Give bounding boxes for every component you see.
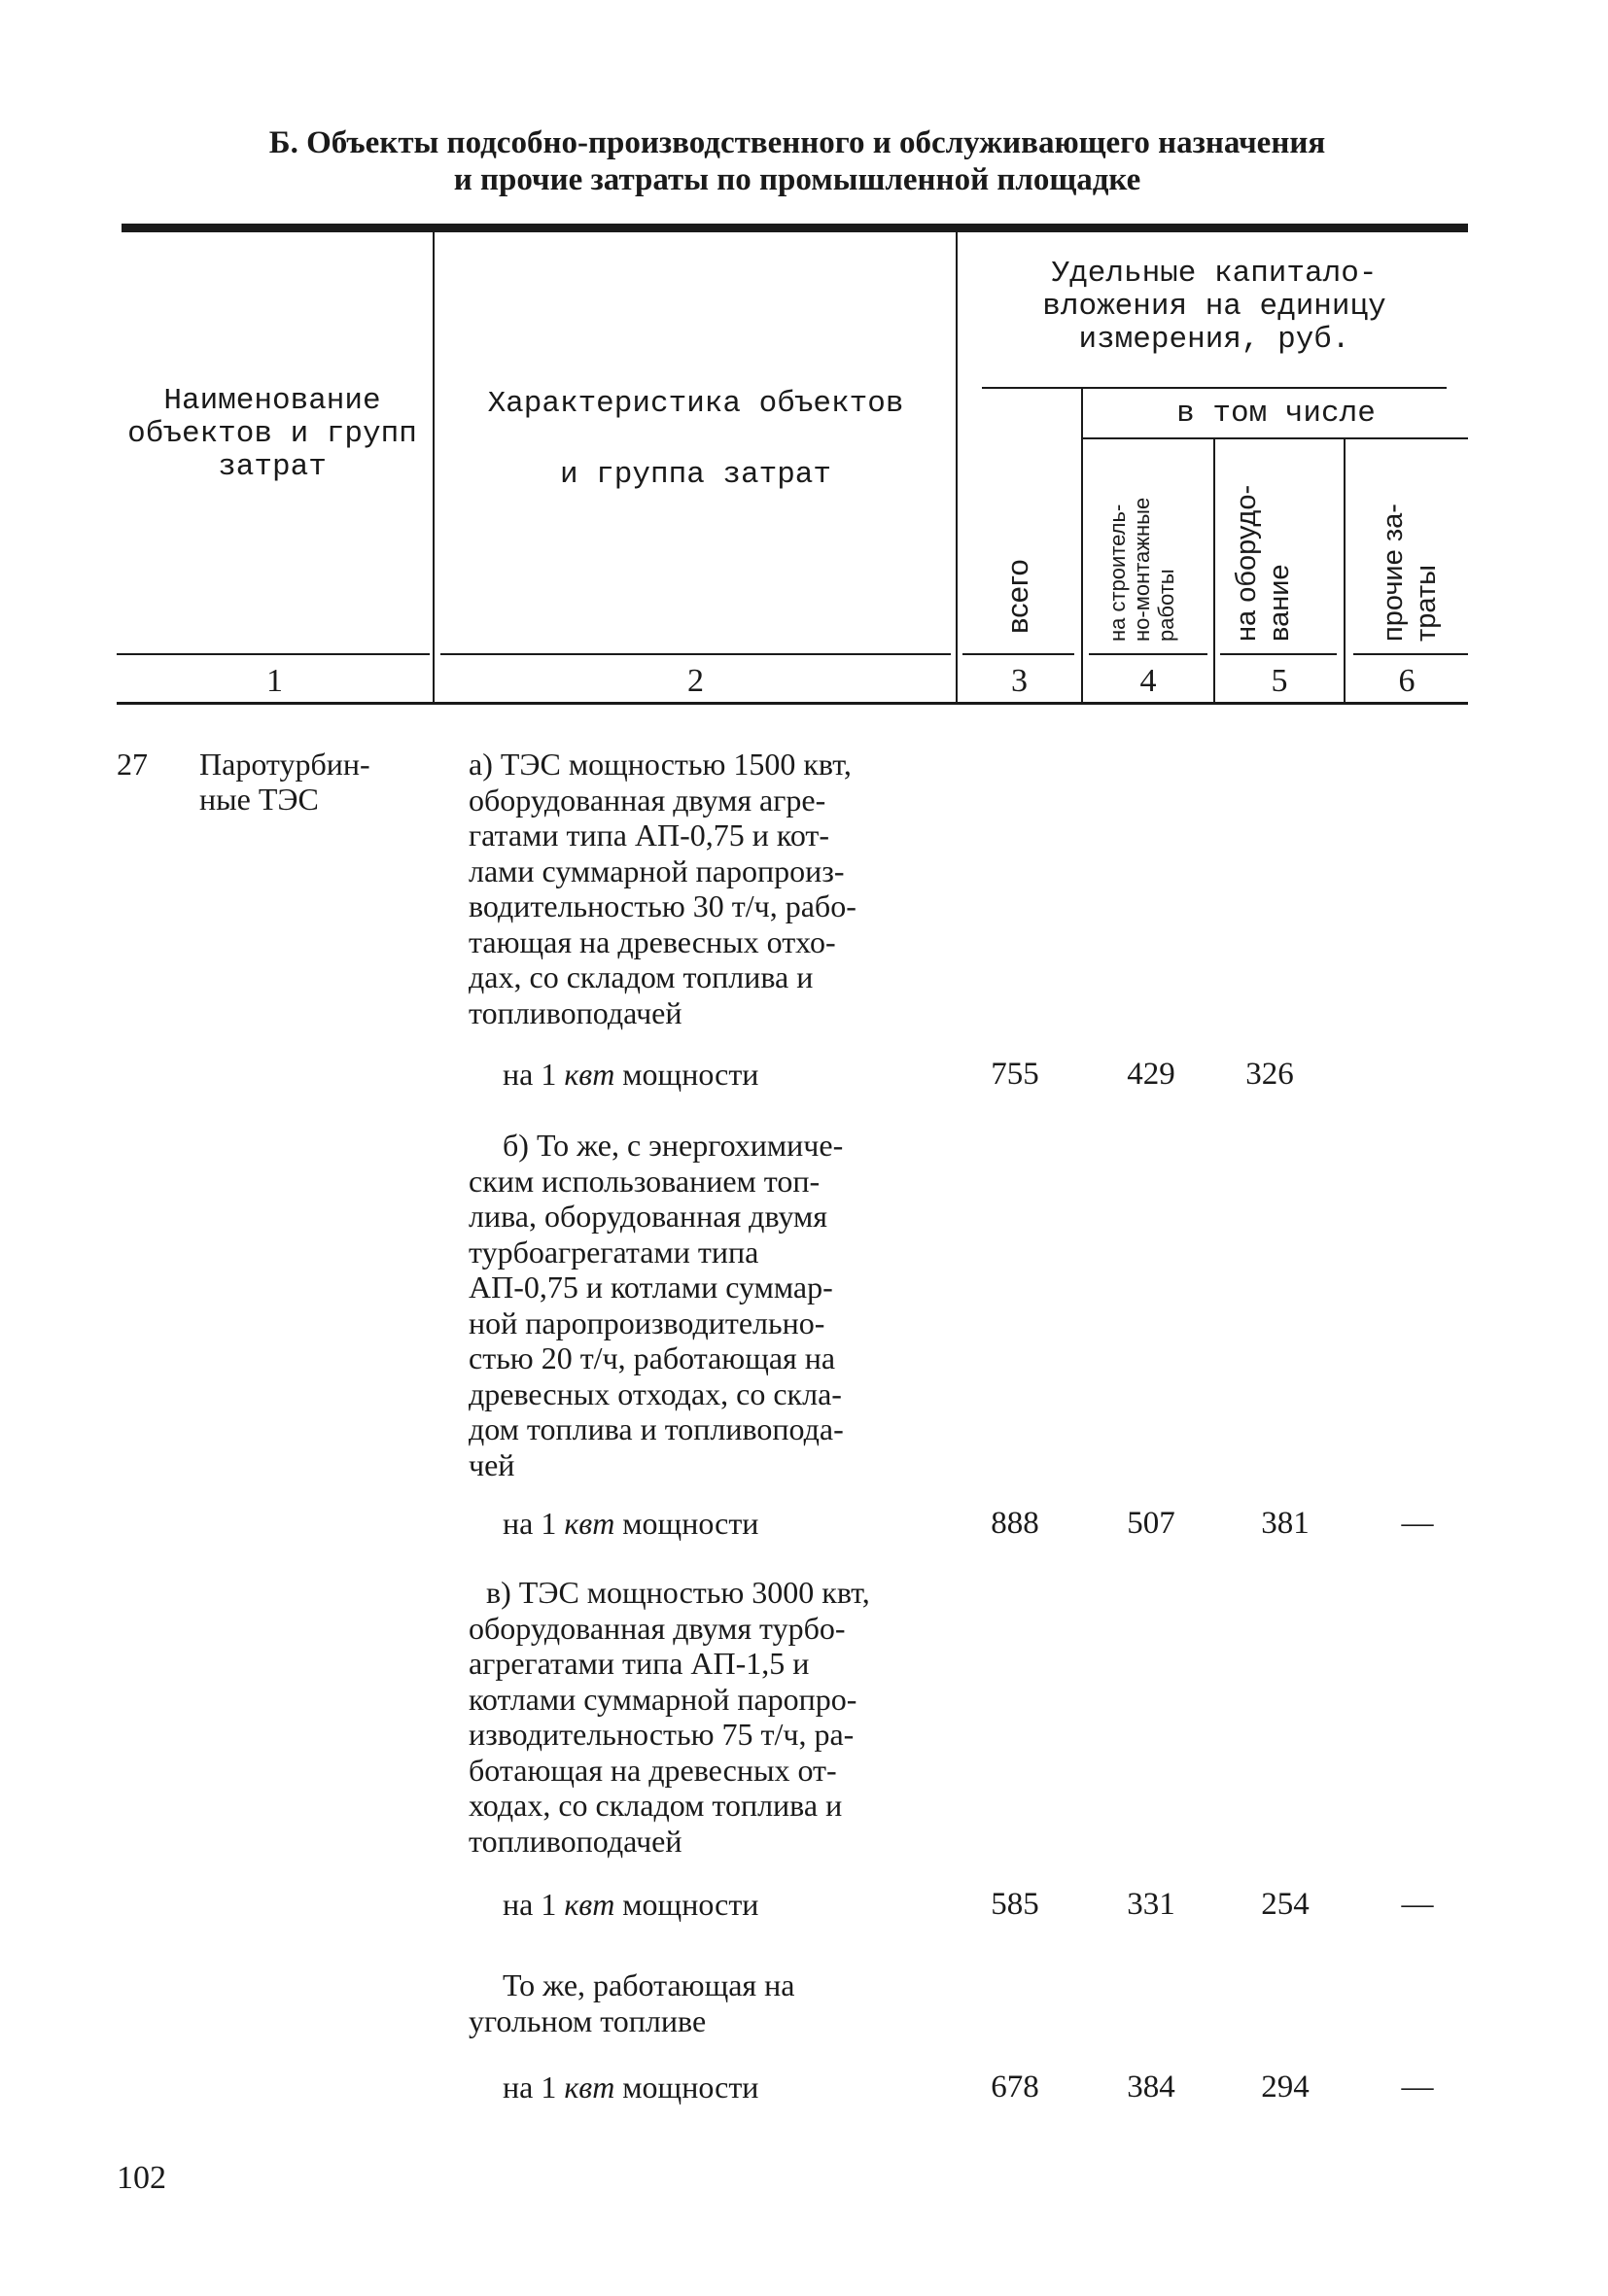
col-header-group-line2: вложения на единицу (1042, 290, 1386, 324)
row-b-desc-line: б) То же, с энергохимиче- (503, 1128, 844, 1163)
header-bottom-rule-2 (440, 653, 951, 655)
row-d-equipment: 294 (1261, 2070, 1310, 2105)
col-header-equipment-line2: вание (1264, 564, 1295, 642)
row-a-equipment: 326 (1245, 1057, 1294, 1092)
unit-prefix: на 1 (503, 2070, 557, 2105)
col-header-name-line3: затрат (218, 450, 327, 484)
section-title-line1: Б. Объекты подсобно-производственного и обслуживающего назначения (268, 125, 1326, 160)
row-c-total: 585 (991, 1887, 1039, 1922)
col-header-name-line2: объектов и групп (127, 417, 417, 451)
table-top-rule (122, 224, 1468, 232)
unit-kw: квт (564, 1506, 615, 1541)
row-a-description (469, 747, 950, 1030)
row-a-desc-line: дах, со складом топлива и (469, 959, 814, 994)
row-c-desc-line: в) ТЭС мощностью 3000 квт, (486, 1575, 870, 1610)
col-header-characteristics-line2: и группа затрат (559, 458, 832, 492)
row-b-desc-line: стью 20 т/ч, работающая на (469, 1340, 836, 1375)
col-header-group-line3: измерения, руб. (1078, 323, 1350, 357)
row-c-equipment: 254 (1261, 1887, 1310, 1922)
col-header-other-line2: траты (1411, 564, 1442, 642)
col-divider-2 (956, 232, 958, 704)
row-d-unit (503, 2069, 758, 2105)
row-b-desc-line: чей (469, 1446, 515, 1482)
row-a-desc-line: тающая на древесных отхо- (469, 923, 836, 959)
row-a-desc-line: водительностью 30 т/ч, рабо- (469, 888, 856, 923)
col-header-equipment-line1: на оборудо- (1231, 484, 1262, 642)
row-d-desc-line: угольном топливе (469, 2002, 707, 2038)
col-number-6: 6 (1398, 663, 1416, 699)
header-bottom-rule-5 (1220, 653, 1337, 655)
col-number-3: 3 (1011, 663, 1028, 699)
row-b-equipment: 381 (1261, 1506, 1310, 1541)
row-a-desc-line: топливоподачей (469, 994, 682, 1030)
col-header-construction-line1: на строитель- (1105, 504, 1130, 642)
col-header-construction-line2: но-монтажные (1130, 497, 1154, 642)
col-header-construction-line3: работы (1154, 569, 1178, 642)
col-number-5: 5 (1271, 663, 1288, 699)
row-b-desc-line: турбоагрегатами типа (469, 1234, 759, 1270)
header-bottom-rule-6 (1353, 653, 1468, 655)
unit-kw: квт (564, 2070, 615, 2105)
row-b-construction: 507 (1127, 1506, 1175, 1541)
row-a-desc-line: а) ТЭС мощностью 1500 квт, (469, 747, 852, 782)
row-c-desc-line: котлами суммарной паропро- (469, 1681, 857, 1717)
col-header-total: всего (1000, 559, 1034, 634)
col-header-other (1377, 504, 1443, 642)
row-c-desc-line: топливоподачей (469, 1823, 682, 1859)
group-header-rule (982, 387, 1447, 389)
col-divider-3 (1081, 389, 1083, 704)
row-b-desc-line: АП-0,75 и котлами суммар- (469, 1270, 833, 1305)
row-b-desc-line: лива, оборудованная двумя (469, 1199, 828, 1234)
row-a-total: 755 (991, 1057, 1039, 1092)
unit-kw: квт (564, 1057, 615, 1092)
row-d-total: 678 (991, 2070, 1039, 2105)
unit-prefix: на 1 (503, 1887, 557, 1922)
row-a-desc-line: оборудованная двумя агре- (469, 782, 826, 818)
header-bottom-rule-4 (1089, 653, 1207, 655)
row-c-construction: 331 (1127, 1887, 1175, 1922)
col-header-other-line1: прочие за- (1378, 504, 1409, 642)
row-b-desc-line: дом топлива и топливопода- (469, 1411, 844, 1446)
col-header-name-line1: Наименование (163, 384, 381, 418)
row-a-unit (503, 1056, 758, 1093)
item-number: 27 (117, 747, 148, 782)
unit-suffix: мощности (622, 1887, 759, 1922)
row-c-desc-line: ходах, со складом топлива и (469, 1788, 843, 1823)
row-c-desc-line: изводительностью 75 т/ч, ра- (469, 1717, 855, 1752)
subgroup-header-rule (1081, 437, 1468, 439)
col-header-group (982, 258, 1447, 357)
unit-suffix: мощности (622, 1057, 759, 1092)
row-b-desc-line: ским использованием топ- (469, 1163, 821, 1199)
row-d-description-cont (469, 2003, 950, 2039)
col-number-2: 2 (687, 663, 704, 699)
row-c-desc-line: агрегатами типа АП-1,5 и (469, 1646, 810, 1681)
header-bottom-rule-3 (962, 653, 1074, 655)
row-a-desc-line: лами суммарной паропроиз- (469, 852, 845, 888)
row-d-construction: 384 (1127, 2070, 1175, 2105)
row-d-other: — (1401, 2070, 1434, 2105)
col-header-equipment (1230, 485, 1296, 642)
row-d-description (503, 1967, 950, 2003)
unit-prefix: на 1 (503, 1057, 557, 1092)
col-header-subgroup: в том числе (1176, 397, 1376, 431)
unit-suffix: мощности (622, 2070, 759, 2105)
section-title-line2: и прочие затраты по промышленной площадке (453, 162, 1141, 197)
row-a-construction: 429 (1127, 1057, 1175, 1092)
col-header-characteristics: Характеристика объектов (487, 387, 904, 421)
row-c-desc-line: оборудованная двумя турбо- (469, 1610, 846, 1646)
row-b-description-cont (469, 1164, 950, 1483)
item-name-line1: Паротурбин- (199, 747, 370, 782)
row-b-total: 888 (991, 1506, 1039, 1541)
header-bottom-rule-1 (117, 653, 430, 655)
row-b-desc-line: ной паропроизводительно- (469, 1305, 825, 1340)
col-number-4: 4 (1139, 663, 1157, 699)
unit-suffix: мощности (622, 1506, 759, 1541)
row-d-desc-line: То же, работающая на (503, 1967, 795, 2002)
row-b-unit (503, 1505, 758, 1542)
row-a-desc-line: гатами типа АП-0,75 и кот- (469, 818, 830, 852)
row-c-desc-line: ботающая на древесных от- (469, 1752, 837, 1788)
col-header-group-line1: Удельные капитало- (1051, 257, 1378, 291)
page-number: 102 (117, 2160, 166, 2196)
row-b-desc-line: древесных отходах, со скла- (469, 1375, 842, 1411)
col-header-construction (1105, 498, 1178, 642)
row-c-description (486, 1575, 950, 1611)
row-b-other: — (1401, 1506, 1434, 1541)
column-numbers-rule (117, 702, 1468, 705)
row-c-other: — (1401, 1887, 1434, 1922)
col-header-name (109, 385, 436, 484)
unit-kw: квт (564, 1887, 615, 1922)
row-b-description (503, 1128, 950, 1164)
col-number-1: 1 (266, 663, 283, 699)
unit-prefix: на 1 (503, 1506, 557, 1541)
item-name (199, 747, 433, 817)
row-c-unit (503, 1886, 758, 1923)
item-name-line2: ные ТЭС (199, 782, 319, 817)
row-c-description-cont (469, 1611, 950, 1860)
